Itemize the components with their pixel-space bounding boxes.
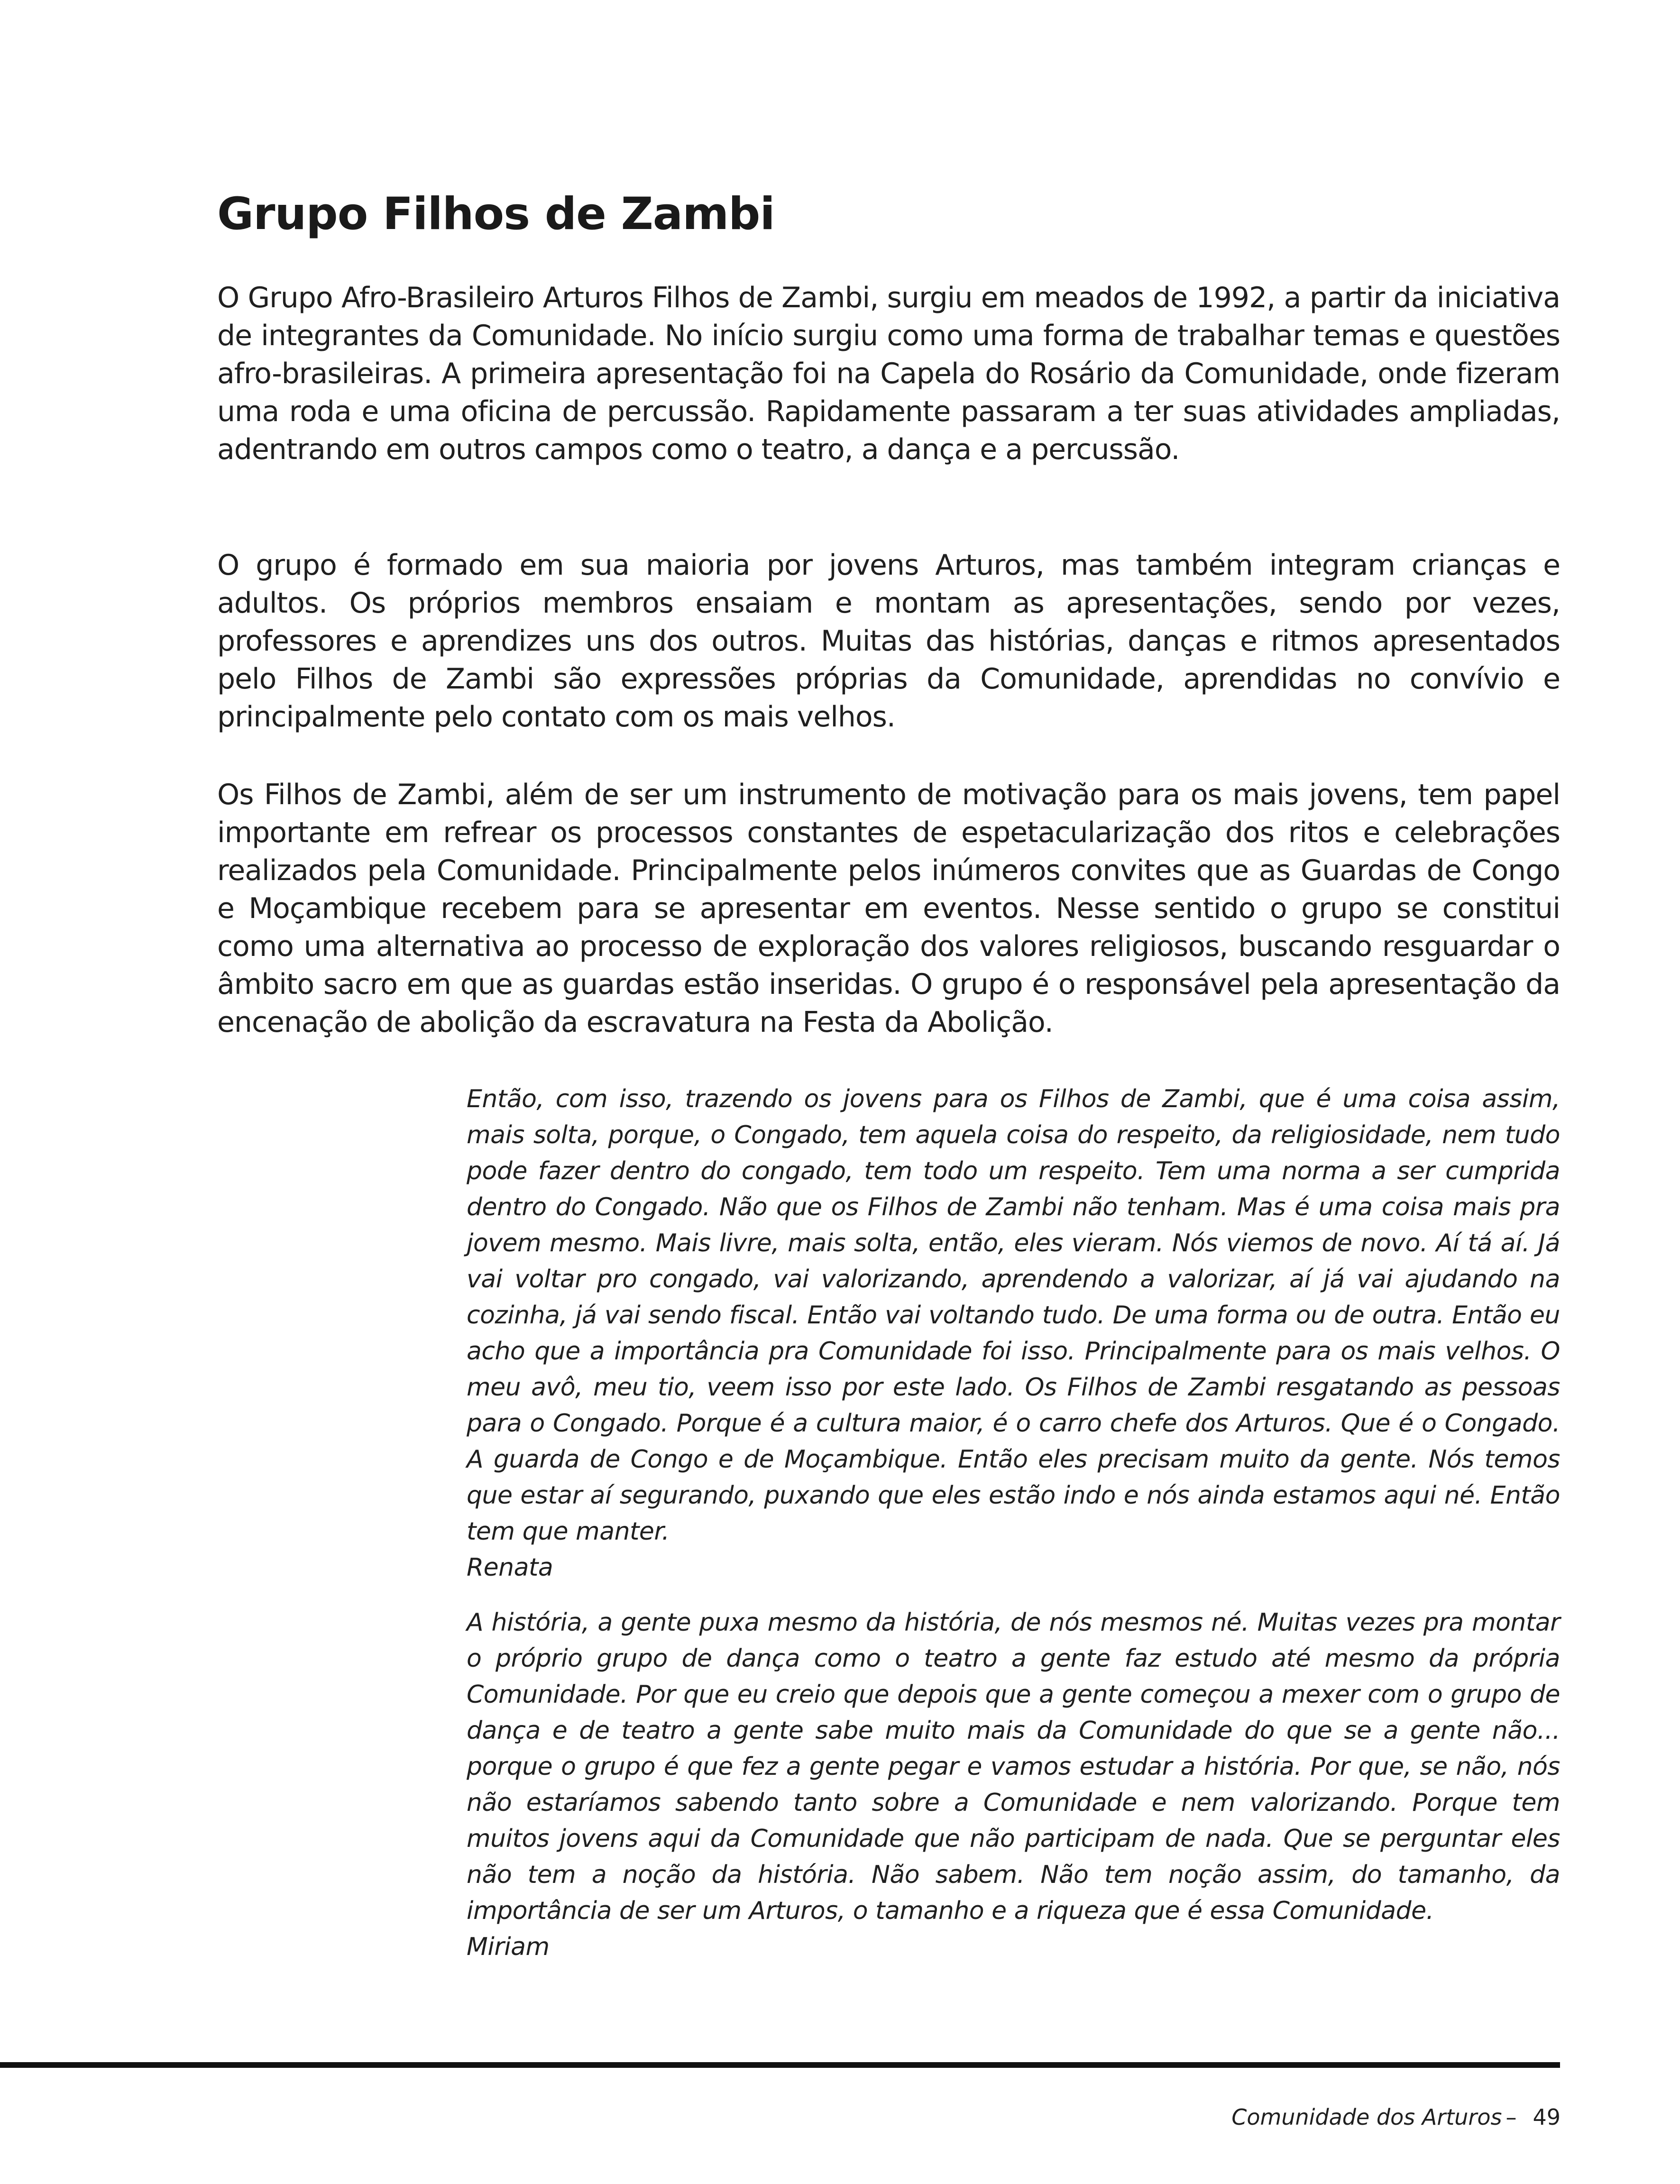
footer-title: Comunidade dos Arturos: [1231, 2104, 1502, 2130]
quote-author: Renata: [467, 1553, 553, 1582]
body-paragraph: O Grupo Afro-Brasileiro Arturos Filhos de Zambi, surgiu em meados de 1992, a partir da iniciativa de integrantes da Comunidade. No início surgiu como uma forma de trabalhar temas e questões afro-brasileiras. A primeira apresentação foi na Capela do Rosário da Comunidade, onde fizeram uma roda e uma oficina de percussão. Rapidamente passaram a ter suas atividades ampliadas, adentrando em outros campos como o teatro, a dança e a percussão.: [217, 281, 1560, 466]
testimony-quote: [467, 1605, 1560, 1965]
body-paragraph: O grupo é formado em sua maioria por jovens Arturos, mas também integram crianças e adultos. Os próprios membros ensaiam e montam as apresentações, sendo por vezes, professores e aprendizes uns dos outros. Muitas das histórias, danças e ritmos apresentados pelo Filhos de Zambi são expressões próprias da Comunidade, aprendidas no convívio e principalmente pelo contato com os mais velhos.: [217, 549, 1560, 734]
page-number: 49: [1533, 2104, 1561, 2130]
page-title: Grupo Filhos de Zambi: [217, 188, 775, 240]
testimony-quote: [467, 1081, 1560, 1586]
quote-author: Miriam: [467, 1933, 550, 1961]
body-paragraph: Os Filhos de Zambi, além de ser um instrumento de motivação para os mais jovens, tem papel importante em refrear os processos constantes de espetacularização dos ritos e celebrações realizados pela Comunidade. Principalmente pelos inúmeros convites que as Guardas de Congo e Moçambique recebem para se apresentar em eventos. Nesse sentido o grupo se constitui como uma alternativa ao processo de exploração dos valores religiosos, buscando resguardar o âmbito sacro em que as guardas estão inseridas. O grupo é o responsável pela apresentação da encenação de abolição da escravatura na Festa da Abolição.: [217, 778, 1560, 1039]
page-footer: [1231, 2104, 1561, 2130]
quote-text: A história, a gente puxa mesmo da história, de nós mesmos né. Muitas vezes pra montar o próprio grupo de dança como o teatro a gente faz estudo até mesmo da própria Comunidade. Por que eu creio que depois que a gente começou a mexer com o grupo de dança e de teatro a gente sabe muito mais da Comunidade do que se a gente não... porque o grupo é que fez a gente pegar e vamos estudar a história. Por que, se não, nós não estaríamos sabendo tanto sobre a Comunidade e nem valorizando. Porque tem muitos jovens aqui da Comunidade que não participam de nada. Que se perguntar eles não tem a noção da história. Não sabem. Não tem noção assim, do tamanho, da importância de ser um Arturos, o tamanho e a riqueza que é essa Comunidade.: [467, 1608, 1560, 1925]
footer-divider: [0, 2062, 1560, 2068]
footer-separator: –: [1506, 2104, 1517, 2130]
quote-text: Então, com isso, trazendo os jovens para os Filhos de Zambi, que é uma coisa assim, mais solta, porque, o Congado, tem aquela coisa do respeito, da religiosidade, nem tudo pode fazer dentro do congado, tem todo um respeito. Tem uma norma a ser cumprida dentro do Congado. Não que os Filhos de Zambi não tenham. Mas é uma coisa mais pra jovem mesmo. Mais livre, mais solta, então, eles vieram. Nós viemos de novo. Aí tá aí. Já vai voltar pro congado, vai valorizando, aprendendo a valorizar, aí já vai ajudando na cozinha, já vai sendo fiscal. Então vai voltando tudo. De uma forma ou de outra. Então eu acho que a importância pra Comunidade foi isso. Principalmente para os mais velhos. O meu avô, meu tio, veem isso por este lado. Os Filhos de Zambi resgatando as pessoas para o Congado. Porque é a cultura maior, é o carro chefe dos Arturos. Que é o Congado. A guarda de Congo e de Moçambique. Então eles precisam muito da gente. Nós temos que estar aí segurando, puxando que eles estão indo e nós ainda estamos aqui né. Então tem que manter.: [467, 1085, 1560, 1546]
